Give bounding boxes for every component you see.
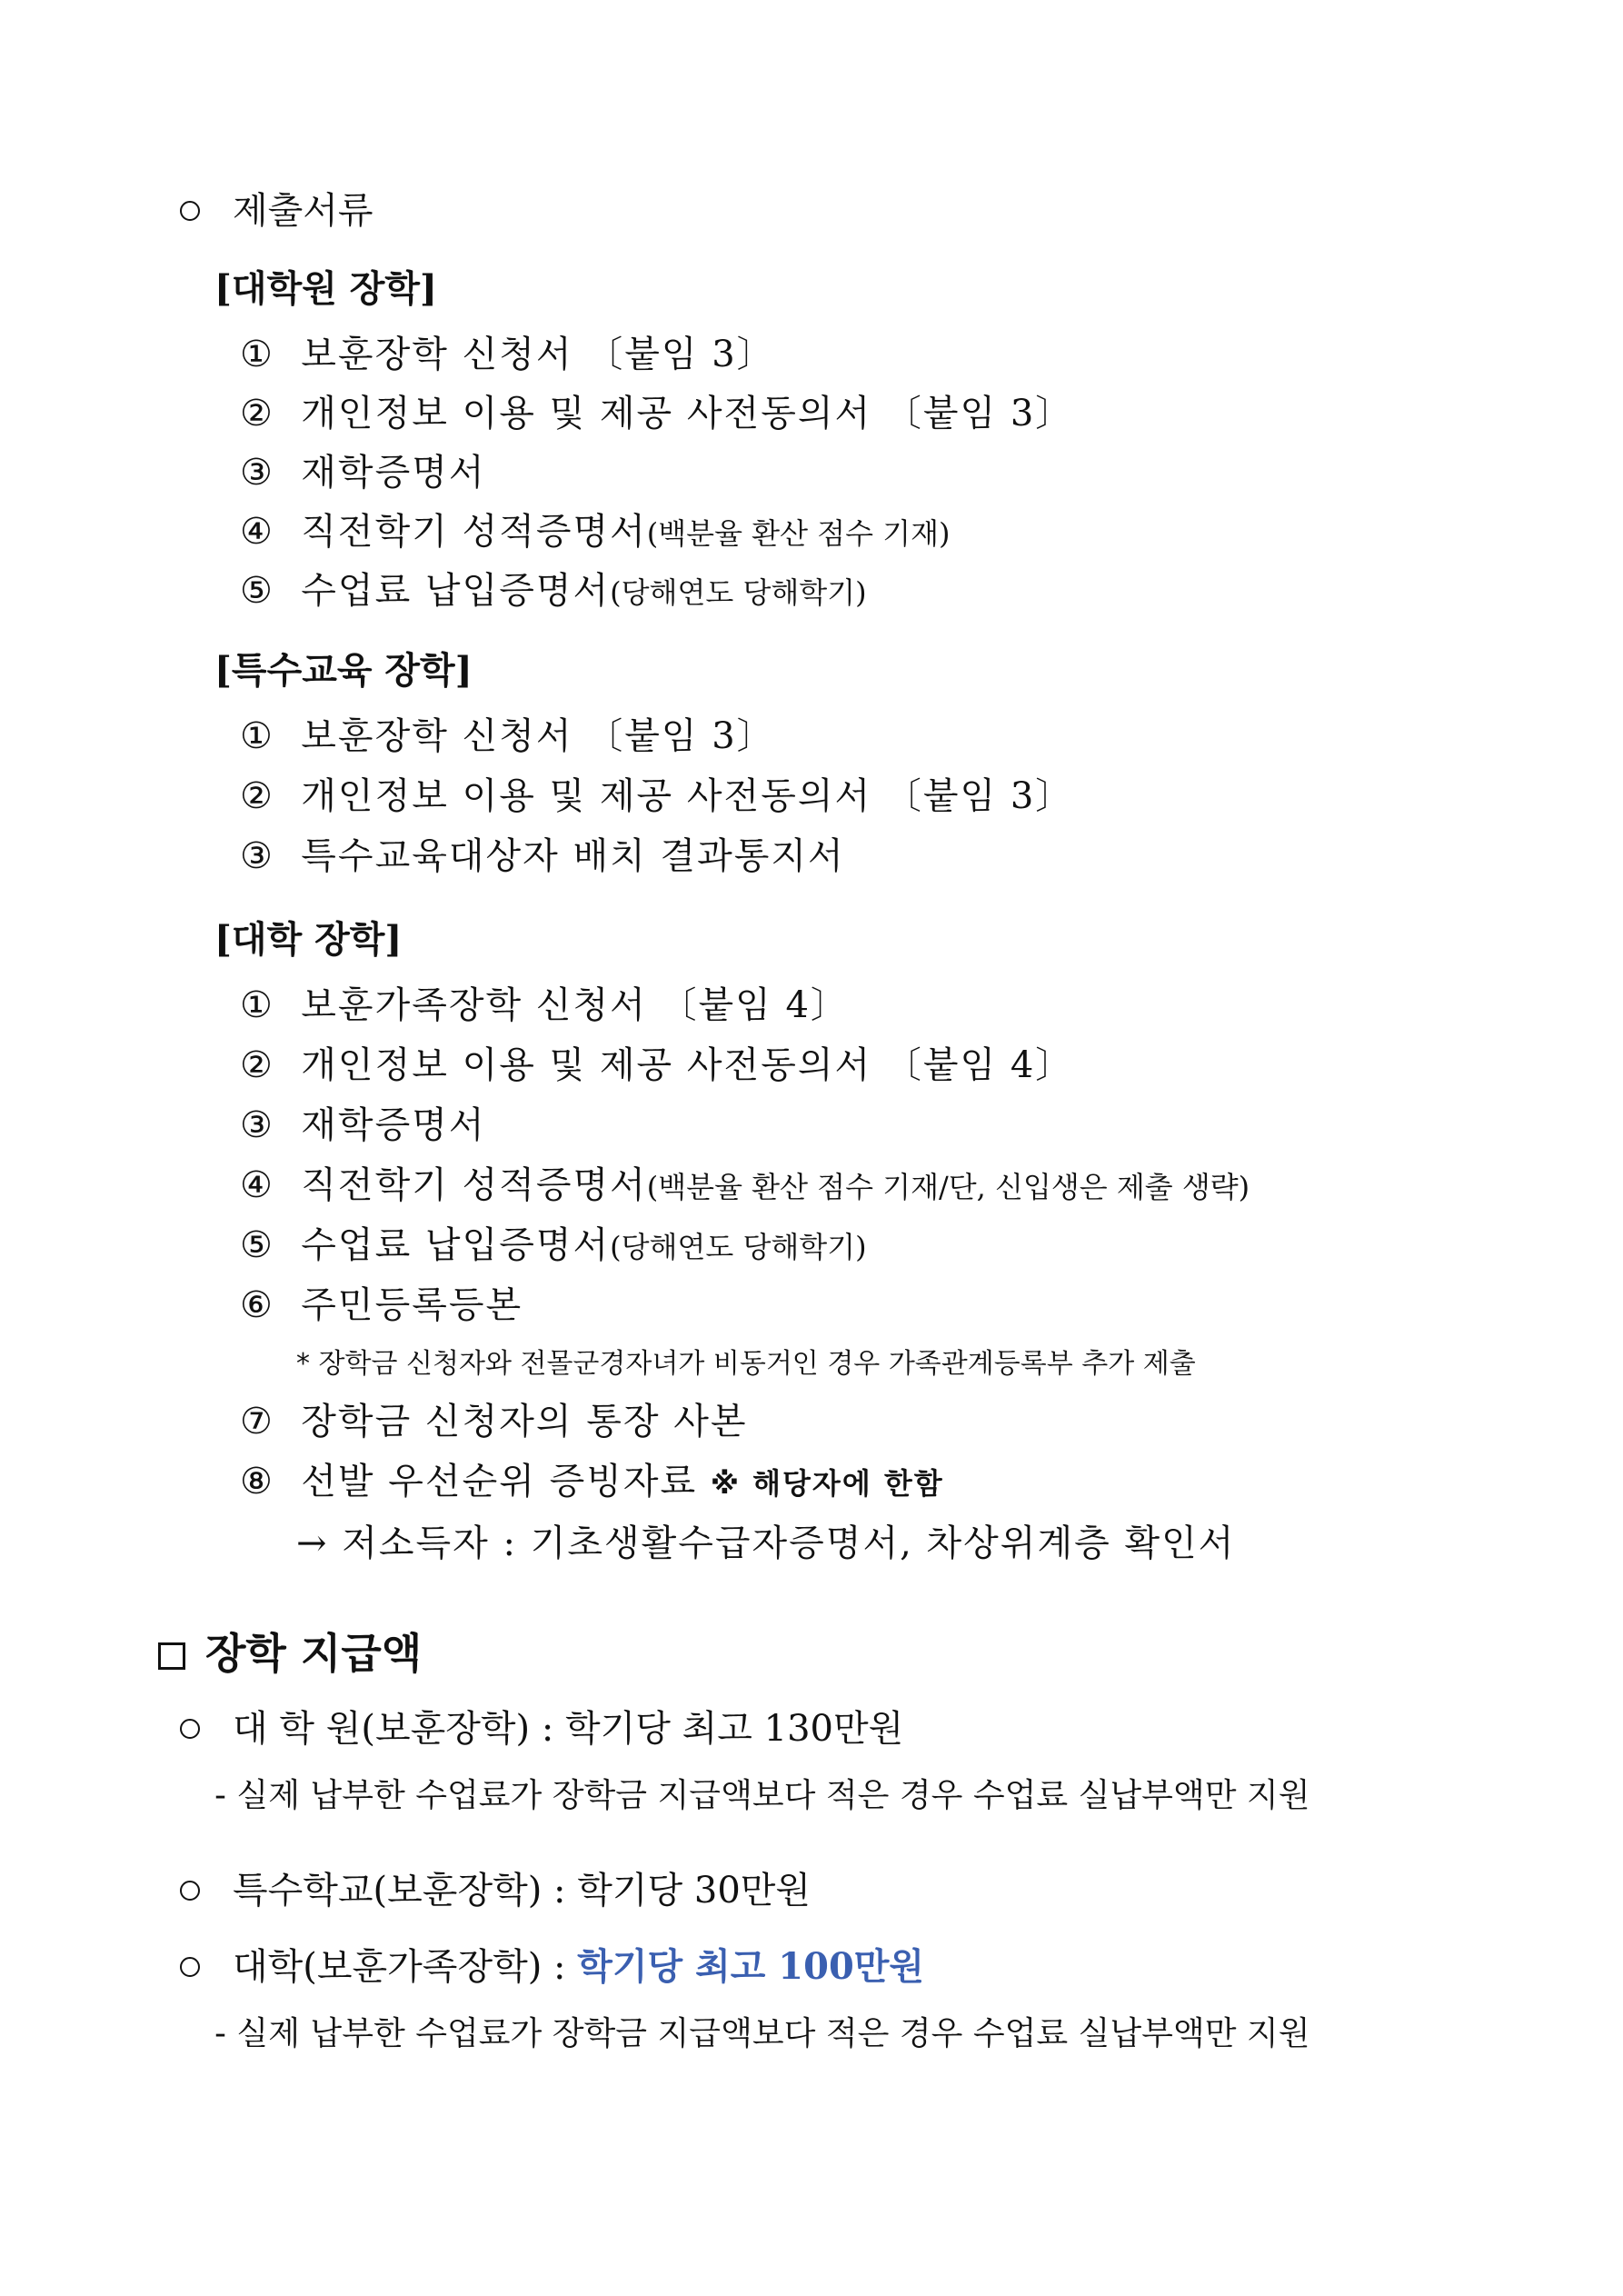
circle-bullet-icon [180,1957,200,1977]
list-item: ① 보훈장학 신청서 〔붙임 3〕 [240,715,775,757]
college-section-label: [대학 장학] [214,918,403,961]
circle-bullet-icon [180,201,200,221]
amount-heading: 장학 지급액 [158,1632,422,1674]
list-item: ① 보훈가족장학 신청서 〔붙임 4〕 [240,984,849,1026]
list-item: ③ 재학증명서 [240,452,486,494]
family-register-note: * 장학금 신청자와 전몰군경자녀가 비동거인 경우 가족관계등록부 추가 제출 [296,1348,1196,1380]
list-item: ④ 직전학기 성적증명서(백분율 환산 점수 기재/단, 신입생은 제출 생략) [240,1164,1250,1206]
graduate-section-label: [대학원 장학] [214,267,437,310]
list-item: ② 개인정보 이용 및 제공 사전동의서 〔붙임 4〕 [240,1044,1074,1086]
list-item: ② 개인정보 이용 및 제공 사전동의서 〔붙임 3〕 [240,775,1074,817]
list-item: ③ 특수교육대상자 배치 결과통지서 [240,835,845,877]
graduate-amount: 대 학 원(보훈장학) : 학기당 최고 130만원 [180,1711,903,1747]
square-bullet-icon [158,1642,185,1670]
graduate-amount-note: - 실제 납부한 수업료가 장학금 지급액보다 적은 경우 수업료 실납부액만 지원 [214,1777,1310,1814]
special-amount: 특수학교(보훈장학) : 학기당 30만원 [180,1872,811,1909]
college-amount-value: 학기당 최고 100만원 [577,1945,925,1988]
list-item: ⑥ 주민등록등본 [240,1284,523,1326]
list-item: ② 개인정보 이용 및 제공 사전동의서 〔붙임 3〕 [240,393,1074,434]
submission-title: 제출서류 [180,193,373,229]
list-item: ④ 직전학기 성적증명서(백분율 환산 점수 기재) [240,511,951,553]
list-item: ① 보훈장학 신청서 〔붙임 3〕 [240,334,775,375]
list-item: ⑤ 수업료 납입증명서(당해연도 당해학기) [240,570,867,612]
list-item: ⑧ 선발 우선순위 증빙자료 ※ 해당자에 한함 [240,1461,944,1502]
list-item: ⑤ 수업료 납입증명서(당해연도 당해학기) [240,1224,867,1266]
list-item: ⑦ 장학금 신청자의 통장 사본 [240,1401,748,1442]
list-item: ③ 재학증명서 [240,1104,486,1146]
circle-bullet-icon [180,1719,200,1739]
circle-bullet-icon [180,1881,200,1901]
low-income-arrow-line: → 저소득자 : 기초생활수급자증명서, 차상위계층 확인서 [296,1522,1236,1564]
college-amount-note: - 실제 납부한 수업료가 장학금 지급액보다 적은 경우 수업료 실납부액만 지원 [214,2015,1310,2052]
special-section-label: [특수교육 장학] [214,649,473,692]
college-amount: 대학(보훈가족장학) : 학기당 최고 100만원 [180,1949,924,1985]
